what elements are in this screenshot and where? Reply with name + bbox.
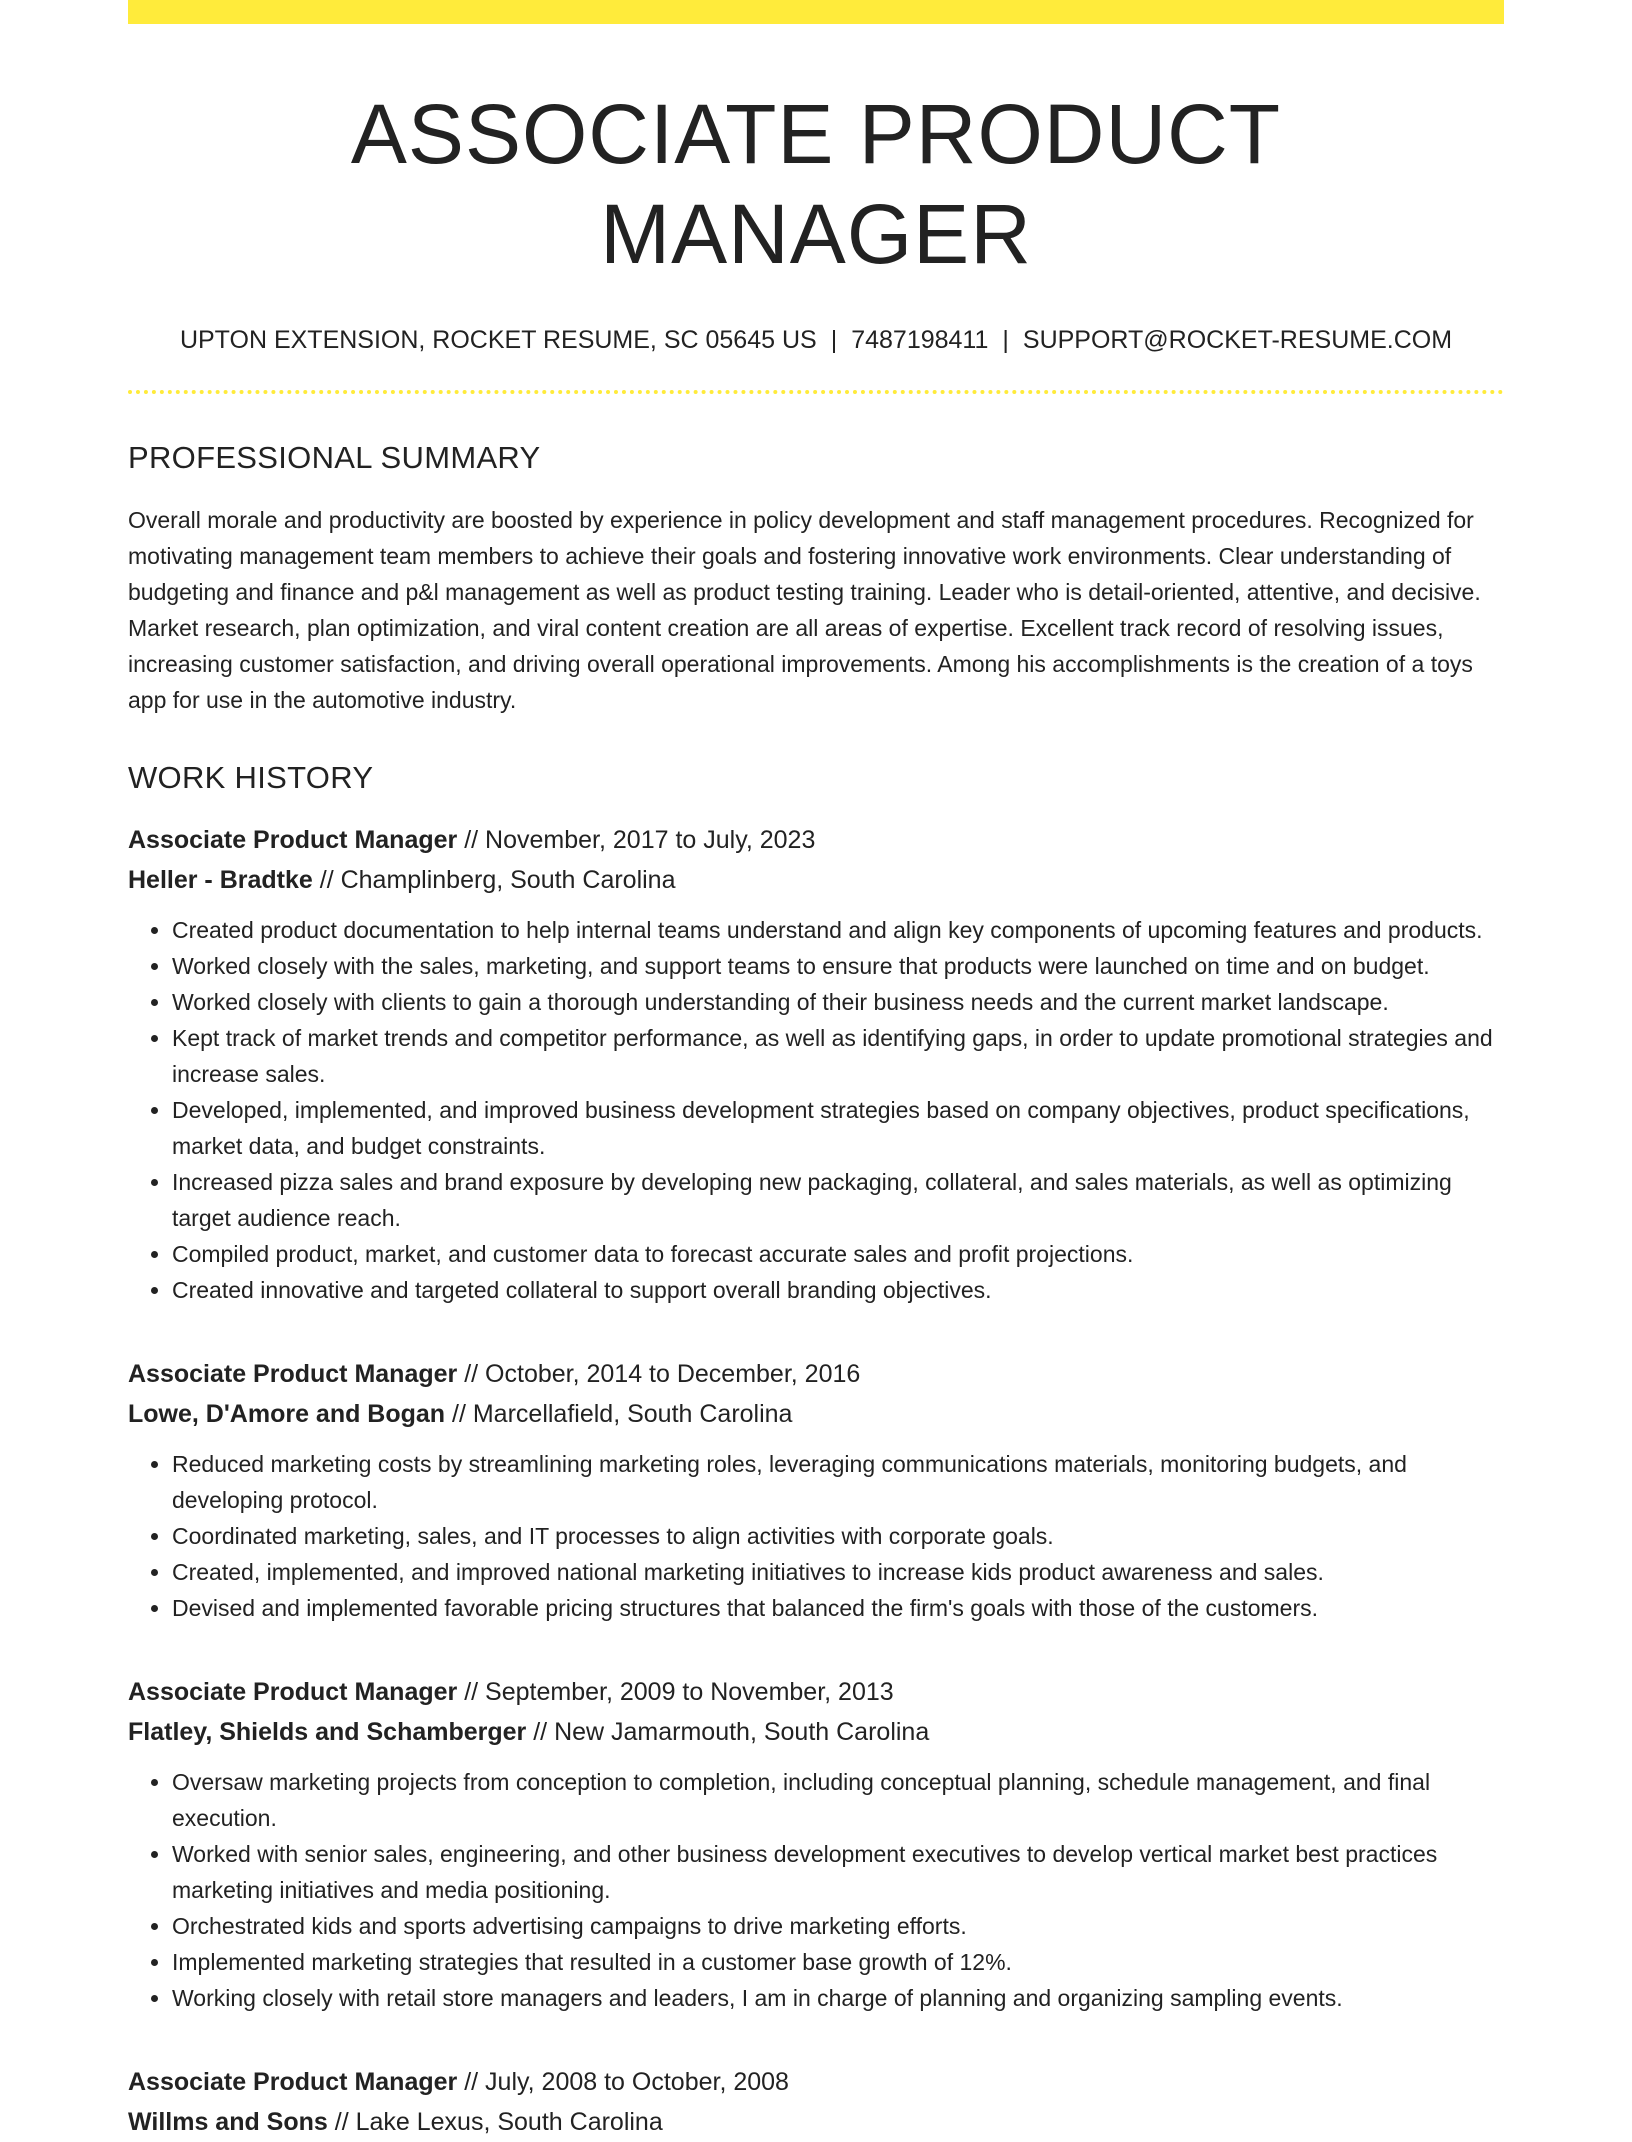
job-bullet: • Worked closely with the sales, marketing, and support teams to ensure that products were launched on time and on budget. xyxy=(172,948,1504,984)
job-company: Heller - Bradtke xyxy=(128,866,313,894)
job-bullet: • Coordinated marketing, sales, and IT processes to align activities with corporate goals. xyxy=(172,1518,1504,1554)
contact-line xyxy=(128,324,1504,356)
work-history-list xyxy=(128,820,1504,2142)
job-bullet: • Worked closely with clients to gain a thorough understanding of their business needs and the current market landscape. xyxy=(172,984,1504,1020)
job-bullet: • Orchestrated kids and sports advertising campaigns to drive marketing efforts. xyxy=(172,1908,1504,1944)
job-bullet-list xyxy=(128,1446,1504,1626)
job-location: // Lake Lexus, South Carolina xyxy=(327,2108,663,2136)
job-title-line xyxy=(128,820,1504,860)
job-bullet: • Oversaw marketing projects from conception to completion, including conceptual planning, schedule management, and final execution. xyxy=(172,1764,1504,1836)
job-location: // Marcellafield, South Carolina xyxy=(445,1400,793,1428)
job-title: Associate Product Manager xyxy=(128,2068,458,2096)
job-dates: // September, 2009 to November, 2013 xyxy=(457,1678,894,1706)
job-bullet-list xyxy=(128,1764,1504,2016)
contact-email: SUPPORT@ROCKET-RESUME.COM xyxy=(1022,326,1453,354)
job-dates: // July, 2008 to October, 2008 xyxy=(457,2068,789,2096)
job-title: Associate Product Manager xyxy=(128,826,458,854)
contact-address: UPTON EXTENSION, ROCKET RESUME, SC 05645 US xyxy=(179,326,817,354)
job-bullet: • Working closely with retail store managers and leaders, I am in charge of planning and organizing sampling events. xyxy=(172,1980,1504,2016)
job-title-line xyxy=(128,1354,1504,1394)
job-location: // New Jamarmouth, South Carolina xyxy=(526,1718,930,1746)
job-bullet: • Created product documentation to help internal teams understand and align key components of upcoming features and products. xyxy=(172,912,1504,948)
job-bullet-list xyxy=(128,912,1504,1308)
job-bullet: • Implemented marketing strategies that resulted in a customer base growth of 12%. xyxy=(172,1944,1504,1980)
contact-separator: | xyxy=(1002,326,1009,354)
job-bullet: • Developed, implemented, and improved business development strategies based on company objectives, product specifications, market data, and budget constraints. xyxy=(172,1092,1504,1164)
contact-phone: 7487198411 xyxy=(851,326,989,354)
resume-page xyxy=(128,0,1504,2142)
job-company: Lowe, D'Amore and Bogan xyxy=(128,1400,446,1428)
job-company-line xyxy=(128,860,1504,900)
job-entry xyxy=(128,1354,1504,1626)
job-bullet: • Created, implemented, and improved national marketing initiatives to increase kids product awareness and sales. xyxy=(172,1554,1504,1590)
job-entry xyxy=(128,820,1504,1308)
job-bullet: • Created innovative and targeted collateral to support overall branding objectives. xyxy=(172,1272,1504,1308)
resume-title: ASSOCIATE PRODUCT MANAGER xyxy=(350,87,1282,281)
summary-heading: PROFESSIONAL SUMMARY xyxy=(128,440,541,475)
summary-text: Overall morale and productivity are boosted by experience in policy development and staff management procedures. Recognized for motivating management team members to achieve their goals and fostering innovative work environments. Clear understanding of budgeting and finance and p&l management as well as product testing training. Leader who is detail-oriented, attentive, and decisive. Market research, plan optimization, and viral content creation are all areas of expertise. Excellent track record of resolving issues, increasing customer satisfaction, and driving overall operational improvements. Among his accomplishments is the creation of a toys app for use in the automotive industry. xyxy=(128,507,1481,713)
job-company-line xyxy=(128,2102,1504,2142)
job-title: Associate Product Manager xyxy=(128,1678,458,1706)
contact-separator: | xyxy=(830,326,838,354)
job-company-line xyxy=(128,1394,1504,1434)
job-title-line xyxy=(128,2062,1504,2102)
job-bullet: • Reduced marketing costs by streamlining marketing roles, leveraging communications materials, monitoring budgets, and developing protocol. xyxy=(172,1446,1504,1518)
job-entry xyxy=(128,2062,1504,2142)
job-bullet: • Compiled product, market, and customer data to forecast accurate sales and profit projections. xyxy=(172,1236,1504,1272)
job-dates: // November, 2017 to July, 2023 xyxy=(457,826,816,854)
job-company: Flatley, Shields and Schamberger xyxy=(128,1718,527,1746)
job-company: Willms and Sons xyxy=(128,2108,328,2136)
dotted-divider xyxy=(128,390,1504,394)
job-bullet: • Worked with senior sales, engineering, and other business development executives to develop vertical market best practices marketing initiatives and media positioning. xyxy=(172,1836,1504,1908)
job-dates: // October, 2014 to December, 2016 xyxy=(457,1360,861,1388)
job-bullet: • Kept track of market trends and competitor performance, as well as identifying gaps, in order to update promotional strategies and increase sales. xyxy=(172,1020,1504,1092)
job-location: // Champlinberg, South Carolina xyxy=(312,866,676,894)
job-title-line xyxy=(128,1672,1504,1712)
job-company-line xyxy=(128,1712,1504,1752)
job-title: Associate Product Manager xyxy=(128,1360,458,1388)
job-bullet: • Increased pizza sales and brand exposure by developing new packaging, collateral, and sales materials, as well as optimizing target audience reach. xyxy=(172,1164,1504,1236)
work-history-heading: WORK HISTORY xyxy=(128,760,374,795)
job-bullet: • Devised and implemented favorable pricing structures that balanced the firm's goals with those of the customers. xyxy=(172,1590,1504,1626)
accent-top-bar xyxy=(128,0,1504,24)
job-entry xyxy=(128,1672,1504,2016)
